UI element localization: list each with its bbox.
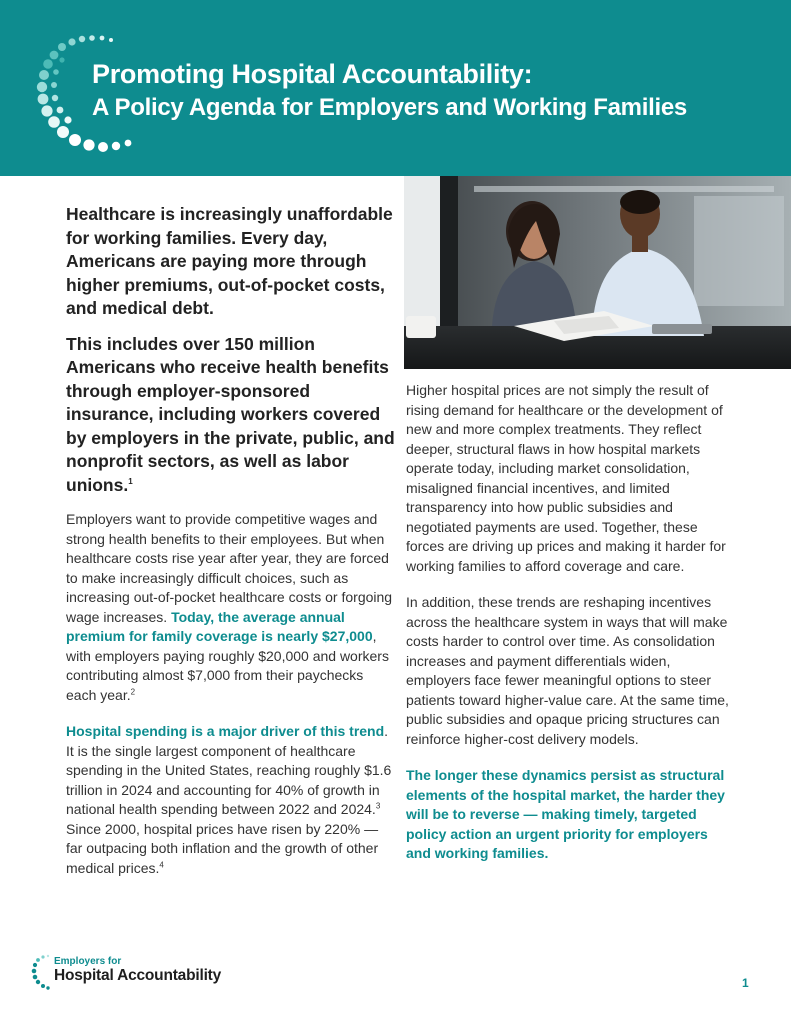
employer-costs-text: Employers want to provide competitive wages and strong health benefits to their employees. But when healthcare costs rise year after year, they are forced to make increasingly difficult choices, such as increasing out-of-pocket healthcare costs or forgoing wage increases. <box>66 511 393 625</box>
right-column <box>406 381 732 864</box>
hospital-spending-paragraph <box>66 722 396 878</box>
footnote-ref-3: 3 <box>375 801 381 811</box>
header-banner <box>0 0 791 176</box>
dot-arc-logo-icon <box>30 952 54 992</box>
photo-two-people-reviewing-documents-icon <box>404 176 791 369</box>
logo-name: Hospital Accountability <box>54 967 222 984</box>
title-line-1: Promoting Hospital Accountability: <box>92 59 533 89</box>
page-title <box>92 58 687 125</box>
hospital-spending-text: . It is the single largest component of healthcare spending in the United States, reaching roughly $1.6 trillion in 2024 and accounting for 40% of growth in national health spending between 2022 and 2024. <box>66 723 392 817</box>
hospital-prices-paragraph: Higher hospital prices are not simply the result of rising demand for healthcare or the development of new and more complex treatments. They reflect deeper, structural flaws in how hospital markets operate today, including market consolidation, misaligned financial incentives, and limited transparency into how public subsidies and negotiated payments are used. Together, these forces are driving up prices and making it harder for working families to afford coverage and care. <box>406 382 726 574</box>
title-line-2: A Policy Agenda for Employers and Working Families <box>92 94 687 121</box>
footnote-ref-1: 1 <box>128 476 133 486</box>
page-number: 1 <box>742 976 749 990</box>
hospital-prices-text: Since 2000, hospital prices have risen by 220% — far outpacing both inflation and the growth of other medical prices. <box>66 820 379 876</box>
premium-highlight: Today, the average annual premium for family coverage is nearly $27,000 <box>66 608 373 644</box>
footnote-ref-2: 2 <box>130 686 136 696</box>
intro-employer-text: This includes over 150 million Americans who receive health benefits through employer-sponsored insurance, including workers covered by employers in the private, public, and nonprofit sectors, as well as labor unions. <box>66 333 395 495</box>
closing-statement: The longer these dynamics persist as structural elements of the hospital market, the harder they will be to reverse — making timely, targeted policy action an urgent priority for employers and working families. <box>406 767 725 861</box>
footer-logo <box>30 952 270 992</box>
incentives-paragraph: In addition, these trends are reshaping incentives across the healthcare system in ways that will make costs harder to control over time. As consolidation increases and payment differentials widen, employers face fewer meaningful options to steer patients toward higher-value care. At the same time, public subsidies and opaque pricing structures can reinforce higher-cost delivery models. <box>406 594 729 747</box>
employer-costs-rest: , with employers paying roughly $20,000 and workers contributing almost $7,000 from their paychecks each year. <box>66 628 389 703</box>
hospital-spending-highlight: Hospital spending is a major driver of this trend <box>66 723 385 739</box>
intro-statement-employer <box>66 333 396 498</box>
logo-tagline: Employers for <box>54 956 122 967</box>
intro-statement: Healthcare is increasingly unaffordable for working families. Every day, Americans are paying more through higher premiums, out-of-pocket costs, and medical debt. <box>66 204 393 318</box>
left-column <box>66 203 396 895</box>
footnote-ref-4: 4 <box>159 859 164 869</box>
employer-costs-paragraph <box>66 510 396 705</box>
